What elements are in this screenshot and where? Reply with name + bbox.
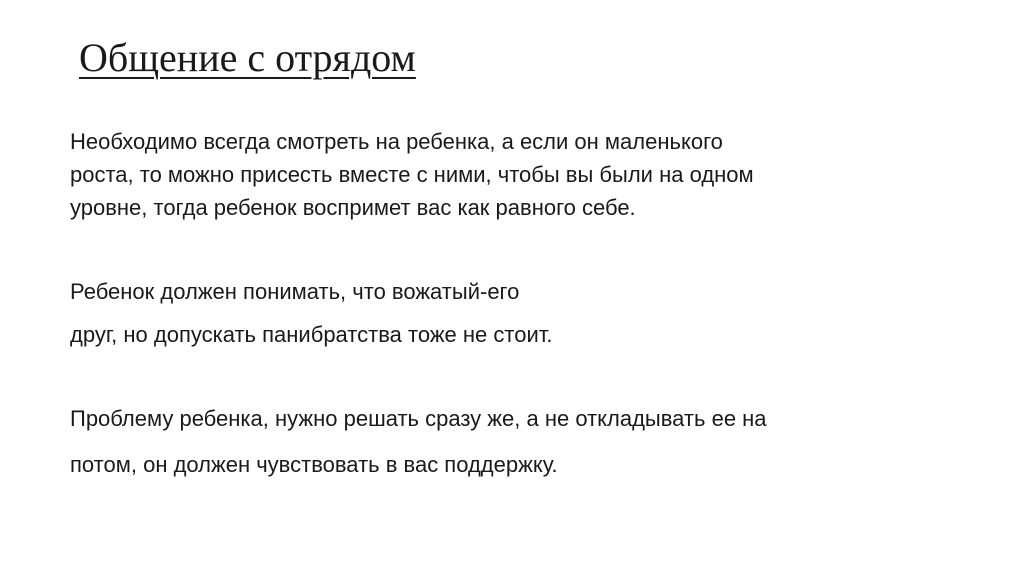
paragraph-look-at-child — [70, 125, 970, 224]
paragraph-counselor-friend-line-2: друг, но допускать панибратства тоже не стоит. — [70, 322, 553, 347]
paragraph-line: уровне, тогда ребенок воспримет вас как равного себе. — [70, 195, 636, 220]
paragraph-line: Необходимо всегда смотреть на ребенка, а если он маленького — [70, 129, 723, 154]
paragraph-line: роста, то можно присесть вместе с ними, чтобы вы были на одном — [70, 162, 754, 187]
paragraph-solve-problem-line-1: Проблему ребенка, нужно решать сразу же, а не откладывать ее на — [70, 406, 767, 431]
paragraph-counselor-friend-line-1: Ребенок должен понимать, что вожатый-его — [70, 279, 520, 304]
paragraph-solve-problem-line-2: потом, он должен чувствовать в вас поддержку. — [70, 452, 558, 477]
slide-title: Общение с отрядом — [79, 35, 416, 80]
